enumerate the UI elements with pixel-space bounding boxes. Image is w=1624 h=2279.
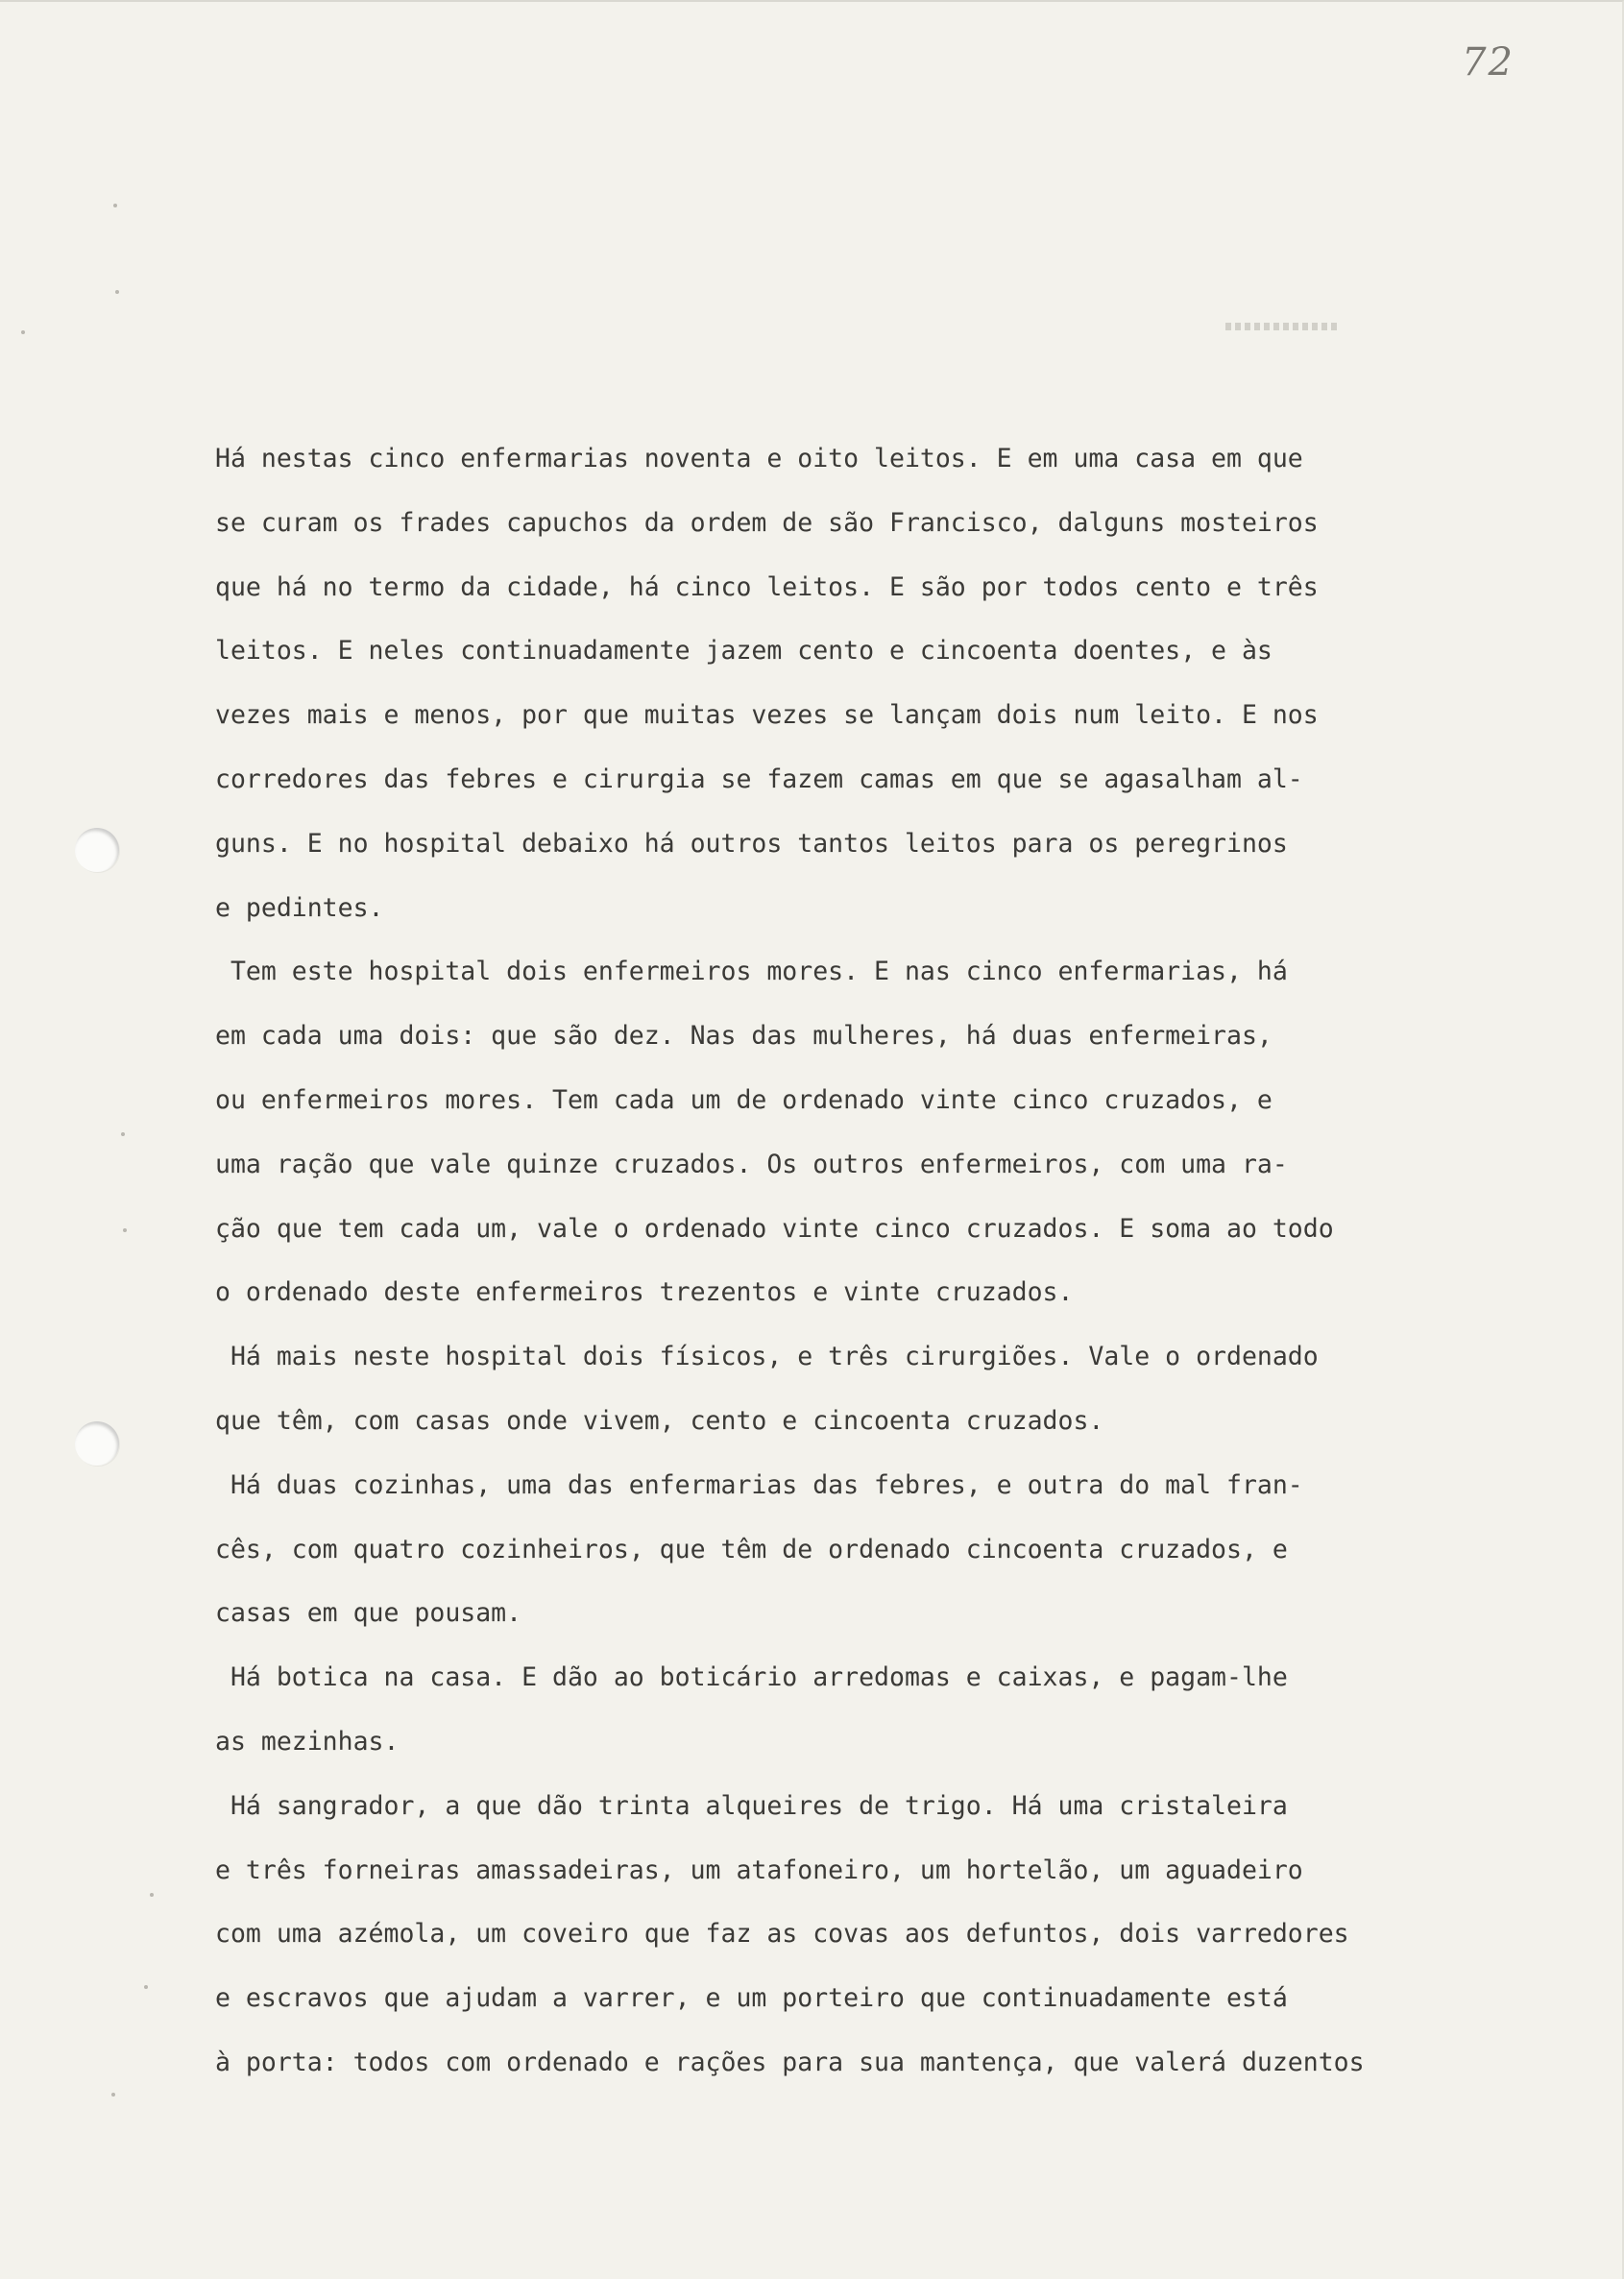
text-line: corredores das febres e cirurgia se fazem camas em que se agasalham al- (215, 764, 1303, 794)
ink-smudge (1225, 323, 1341, 330)
text-line: que têm, com casas onde vivem, cento e cincoenta cruzados. (215, 1405, 1104, 1436)
text-line: Há nestas cinco enfermarias noventa e oito leitos. E em uma casa em que (215, 444, 1303, 473)
text-line: se curam os frades capuchos da ordem de são Francisco, dalguns mosteiros (215, 507, 1319, 538)
paper-speck (113, 204, 117, 207)
text-line: Tem este hospital dois enfermeiros mores. E nas cinco enfermarias, há (215, 957, 1288, 987)
text-line: o ordenado deste enfermeiros trezentos e vinte cruzados. (215, 1277, 1074, 1308)
text-line: vezes mais e menos, por que muitas vezes se lançam dois num leito. E nos (215, 700, 1319, 731)
text-line: ou enfermeiros mores. Tem cada um de ordenado vinte cinco cruzados, e (215, 1084, 1273, 1115)
punch-hole-lower (75, 1421, 119, 1466)
page-number: 72 (1462, 40, 1515, 85)
paper-speck (150, 1893, 154, 1897)
text-line: as mezinhas. (215, 1726, 400, 1757)
paper-speck (144, 1985, 148, 1989)
text-line: em cada uma dois: que são dez. Nas das mulheres, há duas enfermeiras, (215, 1021, 1273, 1052)
text-line: Há botica na casa. E dão ao boticário arredomas e caixas, e pagam-lhe (215, 1662, 1288, 1693)
text-line: Há sangrador, a que dão trinta alqueires de trigo. Há uma cristaleira (215, 1790, 1288, 1821)
text-line: cês, com quatro cozinheiros, que têm de ordenado cincoenta cruzados, e (215, 1534, 1288, 1564)
punch-hole-upper (75, 828, 119, 872)
paper-speck (21, 330, 25, 334)
text-line: uma ração que vale quinze cruzados. Os outros enfermeiros, com uma ra- (215, 1149, 1288, 1179)
text-line: e pedintes. (215, 892, 384, 923)
text-line: guns. E no hospital debaixo há outros tantos leitos para os peregrinos (215, 828, 1288, 859)
text-line: leitos. E neles continuadamente jazem cento e cincoenta doentes, e às (215, 636, 1273, 667)
text-line: Há duas cozinhas, uma das enfermarias das febres, e outra do mal fran- (215, 1469, 1303, 1500)
text-line: à porta: todos com ordenado e rações para sua mantença, que valerá duzentos (215, 2047, 1365, 2077)
paper-speck (123, 1228, 127, 1232)
paper-speck (111, 2093, 115, 2097)
paper-speck (121, 1132, 125, 1136)
text-line: ção que tem cada um, vale o ordenado vinte cinco cruzados. E soma ao todo (215, 1213, 1334, 1244)
paper-speck (115, 290, 119, 294)
text-line: que há no termo da cidade, há cinco leitos. E são por todos cento e três (215, 571, 1319, 602)
text-line: e três forneiras amassadeiras, um atafoneiro, um hortelão, um aguadeiro (215, 1855, 1303, 1885)
text-line: e escravos que ajudam a varrer, e um porteiro que continuadamente está (215, 1983, 1288, 2014)
text-line: casas em que pousam. (215, 1598, 522, 1629)
text-line: com uma azémola, um coveiro que faz as covas aos defuntos, dois varredores (215, 1919, 1349, 1950)
text-line: Há mais neste hospital dois físicos, e três cirurgiões. Vale o ordenado (215, 1342, 1319, 1372)
typed-body-text (215, 427, 1521, 2096)
